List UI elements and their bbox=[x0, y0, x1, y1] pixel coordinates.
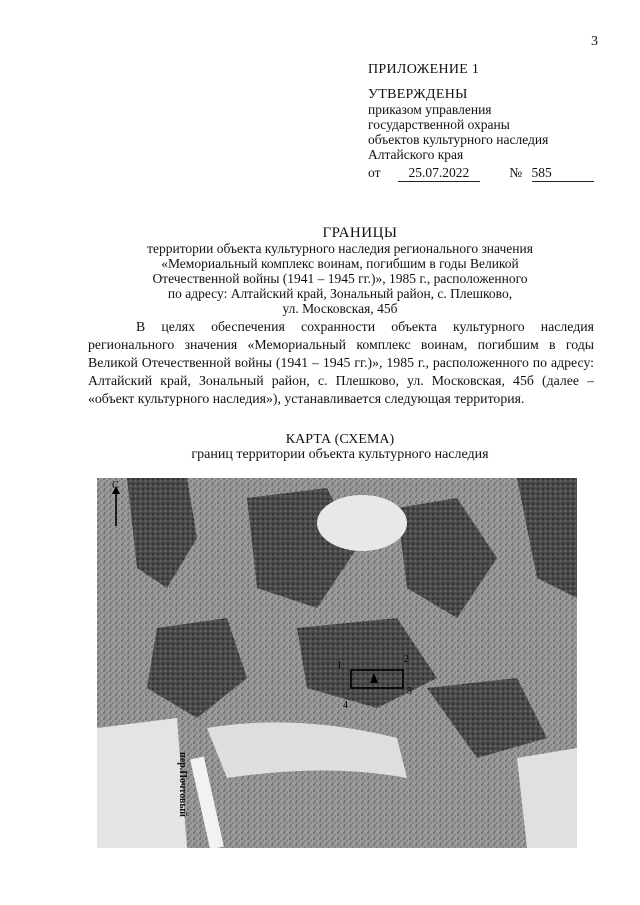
approval-block bbox=[368, 62, 594, 182]
map-subheading: границ территории объекта культурного наследия bbox=[191, 447, 489, 462]
approval-line: Алтайского края bbox=[368, 147, 464, 162]
title-line: ул. Московская, 45б bbox=[282, 301, 398, 316]
street-label: пер.Почтовый bbox=[177, 752, 188, 817]
approval-line: государственной охраны bbox=[368, 117, 510, 132]
approval-line: приказом управления bbox=[368, 102, 492, 117]
from-label: от bbox=[368, 165, 381, 180]
point-label: 4 bbox=[343, 700, 348, 711]
title-line: Отечественной войны (1941 – 1945 гг.)», 1985 г., расположенного bbox=[152, 271, 528, 286]
title-line: по адресу: Алтайский край, Зональный район, с. Плешково, bbox=[167, 286, 513, 301]
title-line: «Мемориальный комплекс воинам, погибшим в годы Великой bbox=[161, 256, 519, 271]
document-title bbox=[60, 226, 620, 316]
title-line: территории объекта культурного наследия регионального значения bbox=[147, 241, 533, 256]
order-date: 25.07.2022 bbox=[398, 165, 480, 182]
north-label: С bbox=[112, 480, 119, 491]
satellite-map bbox=[97, 478, 577, 848]
title-heading: ГРАНИЦЫ bbox=[322, 225, 398, 241]
appendix-label: ПРИЛОЖЕНИЕ 1 bbox=[368, 62, 480, 77]
number-label: № bbox=[509, 165, 523, 180]
map-heading-block bbox=[60, 432, 620, 462]
body-paragraph: В целях обеспечения сохранности объекта культурного наследия регионального значения «Мемориальный комплекс воинам, погибшим в годы Великой Отечественной войны (1941 – 1945 гг.)», 1985 г., расположенного по адресу: Алтайский край, Зональный район, с. Плешково, ул. Московская, 45б (далее – «объект культурного наследия»), устанавливается следующая территория. bbox=[88, 319, 594, 406]
point-label: 3 bbox=[407, 686, 412, 697]
order-number: 585 bbox=[532, 165, 594, 182]
point-label: 2 bbox=[404, 654, 409, 665]
order-date-line bbox=[368, 165, 594, 182]
approved-label: УТВЕРЖДЕНЫ bbox=[368, 87, 468, 102]
map-heading: КАРТА (СХЕМА) bbox=[285, 432, 395, 447]
page-number: 3 bbox=[591, 34, 598, 49]
point-label: 1 bbox=[337, 660, 342, 671]
approval-line: объектов культурного наследия bbox=[368, 132, 549, 147]
